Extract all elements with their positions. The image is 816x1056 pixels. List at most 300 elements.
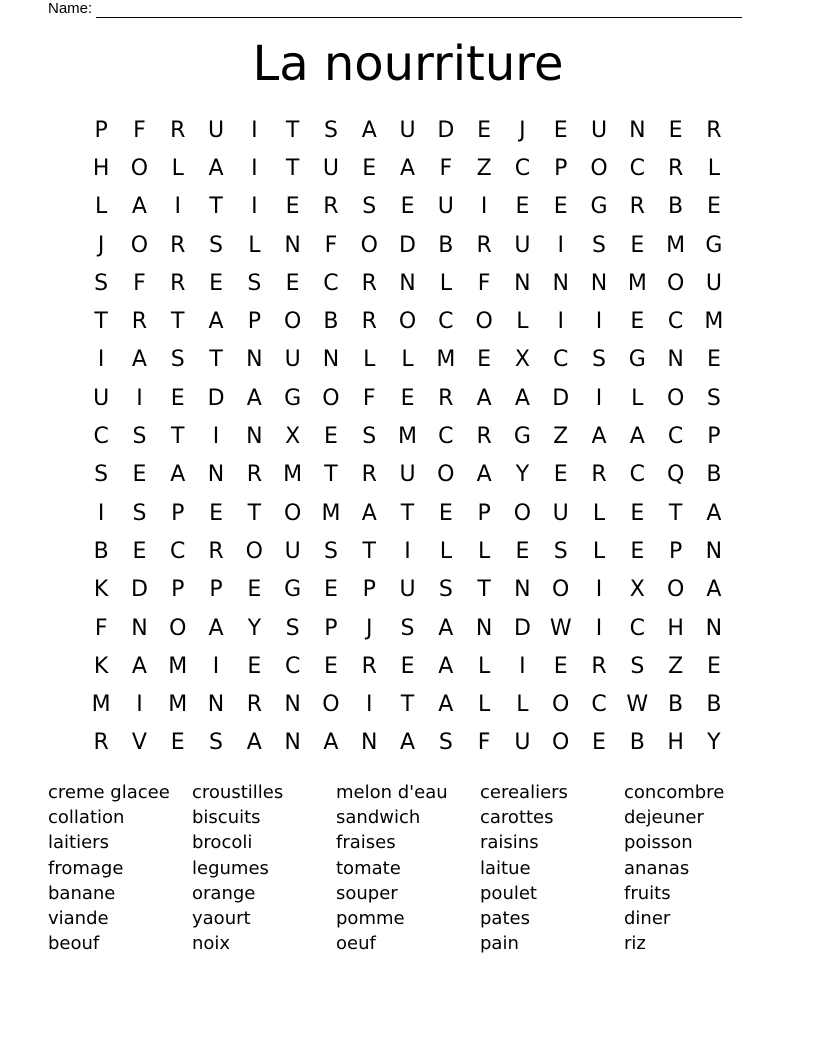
grid-letter: L (248, 232, 261, 258)
grid-letter: E (285, 194, 300, 220)
grid-letter: A (438, 615, 454, 641)
grid-letter: O (513, 500, 532, 526)
grid-letter: S (323, 538, 338, 564)
grid-letter: G (590, 194, 608, 220)
grid-letter: N (246, 347, 263, 373)
grid-letter: N (514, 270, 531, 296)
grid-letter: N (399, 270, 416, 296)
word-bank-item: croustilles (192, 782, 284, 803)
grid-letter: C (629, 615, 645, 641)
word-bank (48, 780, 768, 956)
grid-letter: R (361, 309, 377, 335)
grid-letter: Y (515, 462, 530, 488)
grid-letter: B (93, 538, 109, 564)
grid-letter: L (516, 692, 529, 718)
grid-letter: N (246, 424, 263, 450)
word-bank-item: melon d'eau (336, 782, 448, 803)
grid-letter: Z (668, 653, 684, 679)
grid-letter: C (93, 424, 109, 450)
grid-letter: R (361, 270, 377, 296)
grid-letter: X (285, 424, 301, 450)
grid-letter: P (554, 155, 568, 181)
grid-letter: A (170, 462, 186, 488)
grid-letter: E (592, 730, 606, 756)
grid-letter: Q (666, 462, 685, 488)
word-bank-item: pates (480, 907, 530, 929)
grid-letter: A (131, 194, 147, 220)
grid-letter: F (133, 117, 146, 143)
grid-letter: S (209, 730, 224, 756)
word-bank-item: orange (192, 882, 256, 904)
grid-letter: I (595, 385, 603, 411)
grid-letter: E (323, 424, 338, 450)
grid-letter: T (668, 500, 683, 526)
grid-letter: J (97, 232, 105, 258)
grid-letter: A (706, 577, 722, 603)
grid-letter: R (591, 462, 607, 488)
grid-letter: V (131, 730, 147, 756)
grid-letter: D (130, 577, 148, 603)
grid-letter: I (136, 692, 143, 718)
grid-letter: G (284, 577, 302, 603)
grid-letter: P (324, 615, 338, 641)
grid-letter: E (630, 232, 645, 258)
grid-letter: T (285, 117, 300, 143)
grid-letter: S (438, 730, 453, 756)
grid-letter: S (592, 347, 606, 373)
grid-letter: E (553, 117, 568, 143)
grid-letter: Z (476, 155, 492, 181)
grid-letter: R (706, 117, 722, 143)
word-bank-item: laitue (480, 857, 531, 879)
grid-letter: P (247, 309, 261, 335)
grid-letter: C (553, 347, 569, 373)
grid-letter: O (666, 577, 685, 603)
grid-letter: X (514, 347, 530, 373)
grid-letter: H (667, 615, 684, 641)
grid-letter: S (285, 615, 300, 641)
grid-letter: K (93, 653, 109, 679)
grid-letter: C (438, 424, 454, 450)
grid-letter: N (667, 347, 684, 373)
grid-letter: E (515, 194, 530, 220)
word-bank-item: pain (480, 933, 519, 955)
grid-letter: R (170, 270, 186, 296)
grid-letter: O (552, 730, 570, 756)
word-bank-item: brocoli (192, 832, 253, 854)
word-bank-item: collation (48, 807, 125, 829)
grid-letter: E (170, 385, 185, 411)
grid-letter: N (475, 615, 493, 641)
word-bank-item: creme glacee (48, 782, 170, 803)
name-label: Name: (48, 0, 93, 17)
grid-letter: I (595, 309, 603, 335)
grid-letter: R (361, 653, 377, 679)
grid-letter: M (283, 462, 303, 488)
grid-letter: D (437, 117, 455, 143)
grid-letter: B (438, 232, 454, 258)
grid-letter: E (247, 653, 262, 679)
grid-letter: A (246, 730, 262, 756)
grid-letter: B (668, 194, 684, 220)
grid-letter: D (399, 232, 416, 258)
grid-letter: S (209, 232, 224, 258)
grid-letter: O (130, 232, 149, 258)
grid-letter: I (595, 615, 603, 641)
grid-letter: U (284, 538, 301, 564)
grid-letter: R (246, 462, 262, 488)
grid-letter: S (170, 347, 185, 373)
grid-letter: A (361, 117, 377, 143)
grid-letter: U (705, 270, 722, 296)
grid-letter: B (706, 462, 722, 488)
grid-letter: Z (553, 424, 569, 450)
grid-letter: B (706, 692, 722, 718)
word-bank-item: pomme (336, 907, 405, 929)
grid-letter: L (95, 194, 108, 220)
grid-letter: S (132, 424, 147, 450)
grid-letter: K (93, 577, 109, 603)
grid-letter: S (323, 117, 338, 143)
grid-letter: I (557, 232, 564, 258)
grid-letter: A (476, 462, 492, 488)
grid-letter: S (132, 500, 147, 526)
grid-letter: R (170, 117, 186, 143)
grid-letter: M (398, 424, 418, 450)
grid-letter: N (705, 538, 723, 564)
grid-letter: I (251, 155, 258, 181)
grid-letter: T (285, 155, 300, 181)
grid-letter: M (666, 232, 686, 258)
grid-letter: O (169, 615, 187, 641)
grid-letter: E (132, 462, 147, 488)
grid-letter: I (212, 653, 220, 679)
page-title: La nourriture (252, 36, 564, 92)
grid-letter: A (706, 500, 722, 526)
grid-letter: R (170, 232, 186, 258)
grid-letter: T (247, 500, 262, 526)
word-bank-item: fromage (48, 857, 124, 879)
grid-letter: A (208, 309, 224, 335)
grid-letter: M (91, 692, 111, 718)
grid-letter: E (668, 117, 683, 143)
grid-letter: H (667, 730, 684, 756)
word-bank-item: sandwich (336, 807, 421, 829)
grid-letter: U (322, 155, 339, 181)
grid-letter: N (322, 347, 340, 373)
grid-letter: E (362, 155, 377, 181)
grid-letter: T (324, 462, 338, 488)
grid-letter: R (323, 194, 339, 220)
grid-letter: O (283, 309, 302, 335)
grid-letter: W (626, 692, 649, 718)
grid-letter: A (399, 730, 416, 756)
word-bank-item: ananas (624, 857, 690, 879)
grid-letter: S (553, 538, 568, 564)
grid-letter: U (399, 117, 416, 143)
grid-letter: T (209, 194, 223, 220)
grid-letter: A (246, 385, 262, 411)
grid-letter: E (477, 347, 492, 373)
grid-letter: O (666, 385, 685, 411)
grid-letter: O (590, 155, 608, 181)
grid-letter: I (595, 577, 603, 603)
grid-letter: P (171, 577, 185, 603)
grid-letter: L (439, 270, 452, 296)
grid-letter: O (360, 232, 378, 258)
word-bank-item: fruits (624, 882, 671, 904)
grid-letter: N (131, 615, 148, 641)
grid-letter: E (630, 309, 645, 335)
grid-letter: I (480, 194, 488, 220)
grid-letter: U (514, 232, 531, 258)
grid-letter: U (399, 577, 416, 603)
grid-letter: P (362, 577, 376, 603)
grid-letter: R (361, 462, 377, 488)
grid-letter: I (136, 385, 143, 411)
grid-letter: T (94, 309, 108, 335)
grid-letter: A (438, 653, 454, 679)
grid-letter: E (706, 194, 721, 220)
grid-letter: E (400, 385, 415, 411)
grid-letter: R (438, 385, 454, 411)
grid-letter: N (284, 232, 301, 258)
grid-letter: U (93, 385, 110, 411)
grid-letter: O (398, 309, 417, 335)
grid-letter: M (168, 692, 188, 718)
grid-letter: A (514, 385, 530, 411)
grid-letter: C (667, 424, 684, 450)
grid-letter: U (284, 347, 301, 373)
grid-letter: C (591, 692, 607, 718)
word-bank-item: dejeuner (624, 807, 704, 829)
word-search-grid (82, 111, 733, 762)
grid-letter: L (631, 385, 644, 411)
word-bank-item: yaourt (192, 907, 251, 929)
grid-letter: S (247, 270, 262, 296)
grid-letter: R (629, 194, 645, 220)
grid-letter: E (630, 538, 645, 564)
grid-letter: X (629, 577, 645, 603)
grid-letter: O (475, 309, 493, 335)
grid-letter: S (400, 615, 415, 641)
grid-letter: M (321, 500, 341, 526)
grid-letter: E (285, 270, 300, 296)
grid-letter: S (438, 577, 453, 603)
grid-letter: E (630, 500, 645, 526)
grid-letter: O (552, 692, 570, 718)
grid-letter: L (477, 653, 491, 679)
grid-letter: A (131, 653, 147, 679)
grid-letter: I (212, 424, 220, 450)
grid-letter: P (707, 424, 721, 450)
grid-letter: A (629, 424, 645, 450)
grid-letter: E (553, 194, 568, 220)
word-bank-item: biscuits (192, 807, 261, 829)
name-line (48, 0, 742, 18)
grid-letter: W (549, 615, 572, 641)
word-bank-item: laitiers (48, 832, 109, 854)
grid-letter: C (629, 155, 645, 181)
grid-letter: R (476, 232, 492, 258)
grid-letter: O (130, 155, 149, 181)
grid-letter: L (592, 500, 606, 526)
grid-letter: E (553, 462, 568, 488)
word-bank-item: noix (192, 933, 231, 955)
grid-letter: C (629, 462, 645, 488)
grid-letter: T (209, 347, 223, 373)
grid-letter: S (94, 270, 109, 296)
grid-letter: C (667, 309, 684, 335)
word-bank-item: diner (624, 907, 671, 929)
grid-letter: S (592, 232, 606, 258)
grid-letter: D (207, 385, 225, 411)
grid-letter: A (438, 692, 454, 718)
grid-letter: A (131, 347, 147, 373)
grid-letter: S (706, 385, 721, 411)
grid-letter: E (400, 194, 415, 220)
grid-letter: C (170, 538, 186, 564)
grid-letter: T (171, 424, 185, 450)
grid-letter: L (171, 155, 184, 181)
grid-letter: R (591, 653, 607, 679)
word-bank-item: poisson (624, 832, 693, 854)
grid-letter: N (705, 615, 723, 641)
name-blank-line (96, 2, 742, 18)
grid-letter: A (476, 385, 492, 411)
grid-letter: I (251, 194, 258, 220)
grid-letter: U (590, 117, 608, 143)
grid-letter: O (245, 538, 263, 564)
grid-letter: P (668, 538, 683, 564)
word-bank-item: carottes (480, 807, 554, 829)
grid-letter: N (207, 692, 225, 718)
grid-letter: O (437, 462, 455, 488)
grid-letter: F (439, 155, 453, 181)
grid-letter: L (477, 692, 491, 718)
grid-letter: F (133, 270, 146, 296)
grid-letter: A (361, 500, 377, 526)
grid-letter: G (705, 232, 723, 258)
grid-letter: L (401, 347, 414, 373)
grid-letter: I (174, 194, 181, 220)
grid-letter: E (323, 577, 338, 603)
grid-letter: D (552, 385, 570, 411)
grid-letter: N (207, 462, 225, 488)
grid-letter: E (515, 538, 530, 564)
grid-letter: O (666, 270, 685, 296)
grid-letter: R (246, 692, 262, 718)
grid-letter: T (171, 309, 185, 335)
word-bank-item: cerealiers (480, 782, 568, 803)
word-bank-item: tomate (336, 857, 401, 879)
grid-letter: R (208, 538, 224, 564)
grid-letter: P (477, 500, 491, 526)
word-bank-item: beouf (48, 933, 100, 955)
grid-letter: E (209, 270, 223, 296)
grid-letter: I (557, 309, 564, 335)
grid-letter: G (513, 424, 531, 450)
grid-letter: I (97, 500, 105, 526)
word-bank-item: riz (624, 933, 646, 955)
grid-letter: O (283, 500, 302, 526)
grid-letter: L (516, 309, 529, 335)
grid-letter: I (404, 538, 411, 564)
grid-letter: E (170, 730, 185, 756)
grid-letter: O (322, 385, 340, 411)
grid-letter: E (706, 347, 721, 373)
grid-letter: M (627, 270, 647, 296)
grid-letter: P (94, 117, 108, 143)
grid-letter: N (284, 730, 301, 756)
grid-letter: E (553, 653, 568, 679)
grid-letter: L (592, 538, 606, 564)
grid-letter: N (590, 270, 608, 296)
grid-letter: T (400, 500, 415, 526)
grid-letter: E (209, 500, 223, 526)
grid-letter: L (707, 155, 721, 181)
grid-letter: R (667, 155, 684, 181)
word-bank-item: fraises (336, 832, 396, 854)
grid-letter: M (168, 653, 188, 679)
grid-letter: O (552, 577, 570, 603)
grid-letter: A (591, 424, 607, 450)
grid-letter: F (477, 730, 491, 756)
grid-letter: J (365, 615, 373, 641)
grid-letter: U (552, 500, 569, 526)
grid-letter: M (436, 347, 456, 373)
grid-letter: E (438, 500, 453, 526)
grid-letter: N (552, 270, 569, 296)
word-bank-item: oeuf (336, 933, 376, 955)
grid-letter: S (362, 424, 377, 450)
word-bank-item: viande (48, 907, 109, 929)
grid-letter: C (323, 270, 339, 296)
grid-letter: F (324, 232, 338, 258)
grid-letter: N (284, 692, 301, 718)
grid-letter: J (519, 117, 526, 143)
grid-letter: N (514, 577, 531, 603)
grid-letter: T (400, 692, 415, 718)
grid-letter: I (365, 692, 373, 718)
grid-letter: R (93, 730, 109, 756)
grid-letter: F (362, 385, 376, 411)
grid-letter: R (476, 424, 492, 450)
grid-letter: E (706, 653, 721, 679)
grid-letter: A (208, 155, 224, 181)
grid-letter: U (207, 117, 225, 143)
grid-letter: I (97, 347, 105, 373)
grid-letter: D (513, 615, 531, 641)
grid-letter: L (439, 538, 452, 564)
grid-letter: Y (247, 615, 262, 641)
grid-letter: T (362, 538, 376, 564)
grid-letter: E (400, 653, 415, 679)
grid-letter: M (704, 309, 724, 335)
grid-letter: E (132, 538, 147, 564)
grid-letter: A (323, 730, 339, 756)
grid-letter: L (477, 538, 491, 564)
grid-letter: N (629, 117, 646, 143)
grid-letter: F (94, 615, 108, 641)
grid-letter: B (323, 309, 339, 335)
grid-letter: Y (707, 730, 721, 756)
grid-letter: U (437, 194, 454, 220)
grid-letter: B (668, 692, 684, 718)
grid-letter: U (399, 462, 416, 488)
grid-letter: L (363, 347, 376, 373)
grid-letter: C (438, 309, 454, 335)
